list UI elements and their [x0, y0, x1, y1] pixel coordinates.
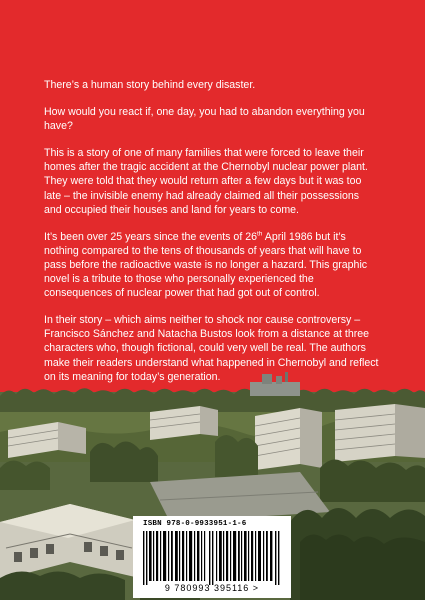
- blurb-paragraph-1: There’s a human story behind every disaster.: [44, 79, 256, 91]
- blurb-paragraph-2: How would you react if, one day, you had to abandon everything you have?: [44, 106, 365, 133]
- blurb-paragraph-4-end: April 1986 but it’s nothing compared to the tens of thousands of years that will have to pass before the radioactive waste is no longer a hazard. This graphic novel is a tribute to those who personally experienced the consequences of nuclear power that had got out of control.: [44, 230, 368, 300]
- blurb-paragraph-3: This is a story of one of many families that were forced to leave their homes after the tragic accident at the Chernobyl nuclear power plant. They were told that they would return after a few days but it was too late – the invisible enemy had already claimed all their possessions and occupied their houses and land for years to come.: [44, 147, 368, 216]
- blurb-paragraph-5: In their story – which aims neither to shock nor cause controversy – Francisco Sánchez and Natacha Bustos look from a distance at three characters who, though fictional, could very well be real. The authors make their readers understand what happened in Chernobyl and reflect on its meaning for today’s generation.: [44, 314, 379, 383]
- barcode-bars: [143, 531, 281, 585]
- blurb-paragraph-4: [44, 230, 379, 300]
- isbn-barcode: [133, 516, 291, 598]
- blurb-paragraph-4-start: It’s been over 25 years since the events of 26: [44, 230, 257, 243]
- barcode-digits: 9 780993 395116 >: [164, 583, 260, 593]
- blurb-ordinal-suffix: th: [257, 230, 263, 238]
- isbn-label: ISBN 978-0-9933951-1-6: [143, 520, 247, 528]
- blurb-text: [44, 78, 379, 397]
